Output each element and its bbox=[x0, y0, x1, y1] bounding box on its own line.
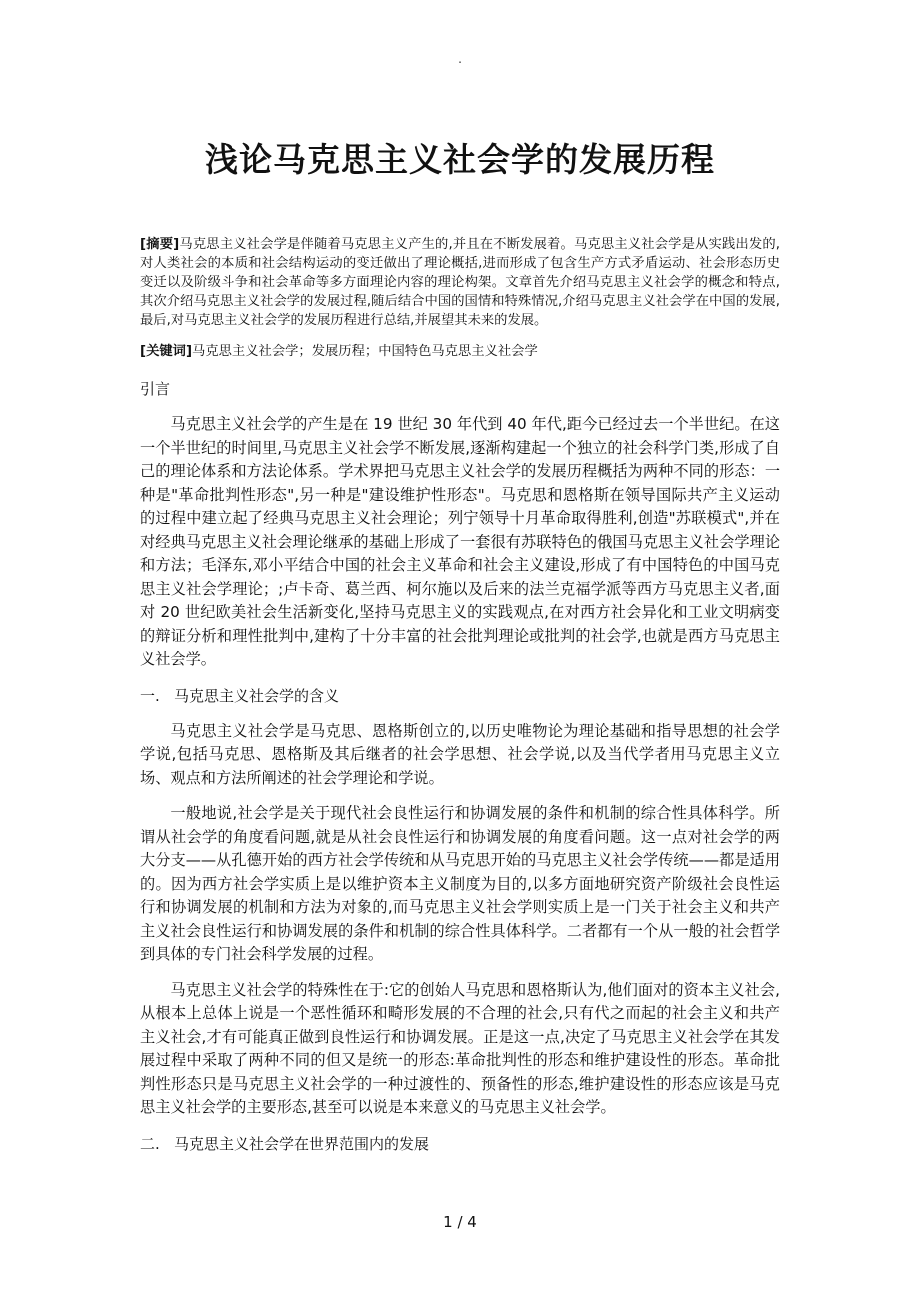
section-2-heading bbox=[140, 1132, 780, 1156]
document-body bbox=[140, 235, 780, 1156]
section-1-paragraph-1: 马克思主义社会学是马克思、恩格斯创立的,以历史唯物论为理论基础和指导思想的社会学学说,包括马克思、恩格斯及其后继者的社会学思想、社会学说,以及当代学者用马克思主义立场、观点和方法所阐述的社会学理论和学说。 bbox=[140, 721, 780, 787]
document-title: 浅论马克思主义社会学的发展历程 bbox=[205, 140, 715, 179]
abstract-label: [摘要] bbox=[140, 237, 180, 252]
section-2-title: 马克思主义社会学在世界范围内的发展 bbox=[174, 1134, 430, 1153]
section-2-number: 二. bbox=[140, 1134, 160, 1153]
keywords bbox=[140, 342, 780, 361]
header-mark: . bbox=[458, 52, 462, 66]
section-1-paragraph-2: 一般地说,社会学是关于现代社会良性运行和协调发展的条件和机制的综合性具体科学。所谓从社会学的角度看问题,就是从社会良性运行和协调发展的角度看问题。这一点对社会学的两大分支——从孔德开始的西方社会学传统和从马克思开始的马克思主义社会学传统——都是适用的。因为西方社会学实质上是以维护资本主义制度为目的,以多方面地研究资产阶级社会良性运行和协调发展的机制和方法为对象的,而马克思主义社会学则实质上是一门关于社会主义和共产主义社会良性运行和协调发展的条件和机制的综合性具体科学。二者都有一个从一般的社会哲学到具体的专门社会科学发展的过程。 bbox=[140, 804, 780, 963]
abstract-text: 马克思主义社会学是伴随着马克思主义产生的,并且在不断发展着。马克思主义社会学是从实践出发的,对人类社会的本质和社会结构运动的变迁做出了理论概括,进而形成了包含生产方式矛盾运动、社会形态历史变迁以及阶级斗争和社会革命等多方面理论内容的理论构架。文章首先介绍马克思主义社会学的概念和特点,其次介绍马克思主义社会学的发展过程,随后结合中国的国情和特殊情况,介绍马克思主义社会学在中国的发展,最后,对马克思主义社会学的发展历程进行总结,并展望其未来的发展。 bbox=[140, 237, 781, 328]
keywords-text: 马克思主义社会学；发展历程；中国特色马克思主义社会学 bbox=[192, 344, 538, 359]
section-1-paragraph-3: 马克思主义社会学的特殊性在于:它的创始人马克思和恩格斯认为,他们面对的资本主义社会,从根本上总体上说是一个恶性循环和畸形发展的不合理的社会,只有代之而起的社会主义和共产主义社会,才有可能真正做到良性运行和协调发展。正是这一点,决定了马克思主义社会学在其发展过程中采取了两种不同的但又是统一的形态:革命批判性的形态和维护建设性的形态。革命批判性形态只是马克思主义社会学的一种过渡性的、预备性的形态,维护建设性的形态应该是马克思主义社会学的主要形态,甚至可以说是本来意义的马克思主义社会学。 bbox=[140, 980, 780, 1116]
intro-paragraph: 马克思主义社会学的产生是在 19 世纪 30 年代到 40 年代,距今已经过去一个半世纪。在这一个半世纪的时间里,马克思主义社会学不断发展,逐渐构建起一个独立的社会科学门类,形成了自己的理论体系和方法论体系。学术界把马克思主义社会学的发展历程概括为两种不同的形态：一种是"革命批判性形态",另一种是"建设维护性形态"。马克思和恩格斯在领导国际共产主义运动的过程中建立起了经典马克思主义社会理论；列宁领导十月革命取得胜利,创造"苏联模式",并在对经典马克思主义社会理论继承的基础上形成了一套很有苏联特色的俄国马克思主义社会学理论和方法；毛泽东,邓小平结合中国的社会主义革命和社会主义建设,形成了有中国特色的中国马克思主义社会学理论；;卢卡奇、葛兰西、柯尔施以及后来的法兰克福学派等西方马克思主义者,面对 20 世纪欧美社会生活新变化,坚持马克思主义的实践观点,在对西方社会异化和工业文明病变的辩证分析和理性批判中,建构了十分丰富的社会批判理论或批判的社会学,也就是西方马克思主义社会学。 bbox=[140, 415, 780, 668]
abstract bbox=[140, 235, 780, 330]
keywords-label: [关键词] bbox=[140, 344, 193, 359]
intro-heading: 引言 bbox=[140, 380, 171, 398]
page-number: 1 / 4 bbox=[443, 1213, 477, 1231]
section-1-heading bbox=[140, 684, 780, 708]
section-1-title: 马克思主义社会学的含义 bbox=[174, 686, 340, 705]
section-1-number: 一. bbox=[140, 686, 160, 705]
